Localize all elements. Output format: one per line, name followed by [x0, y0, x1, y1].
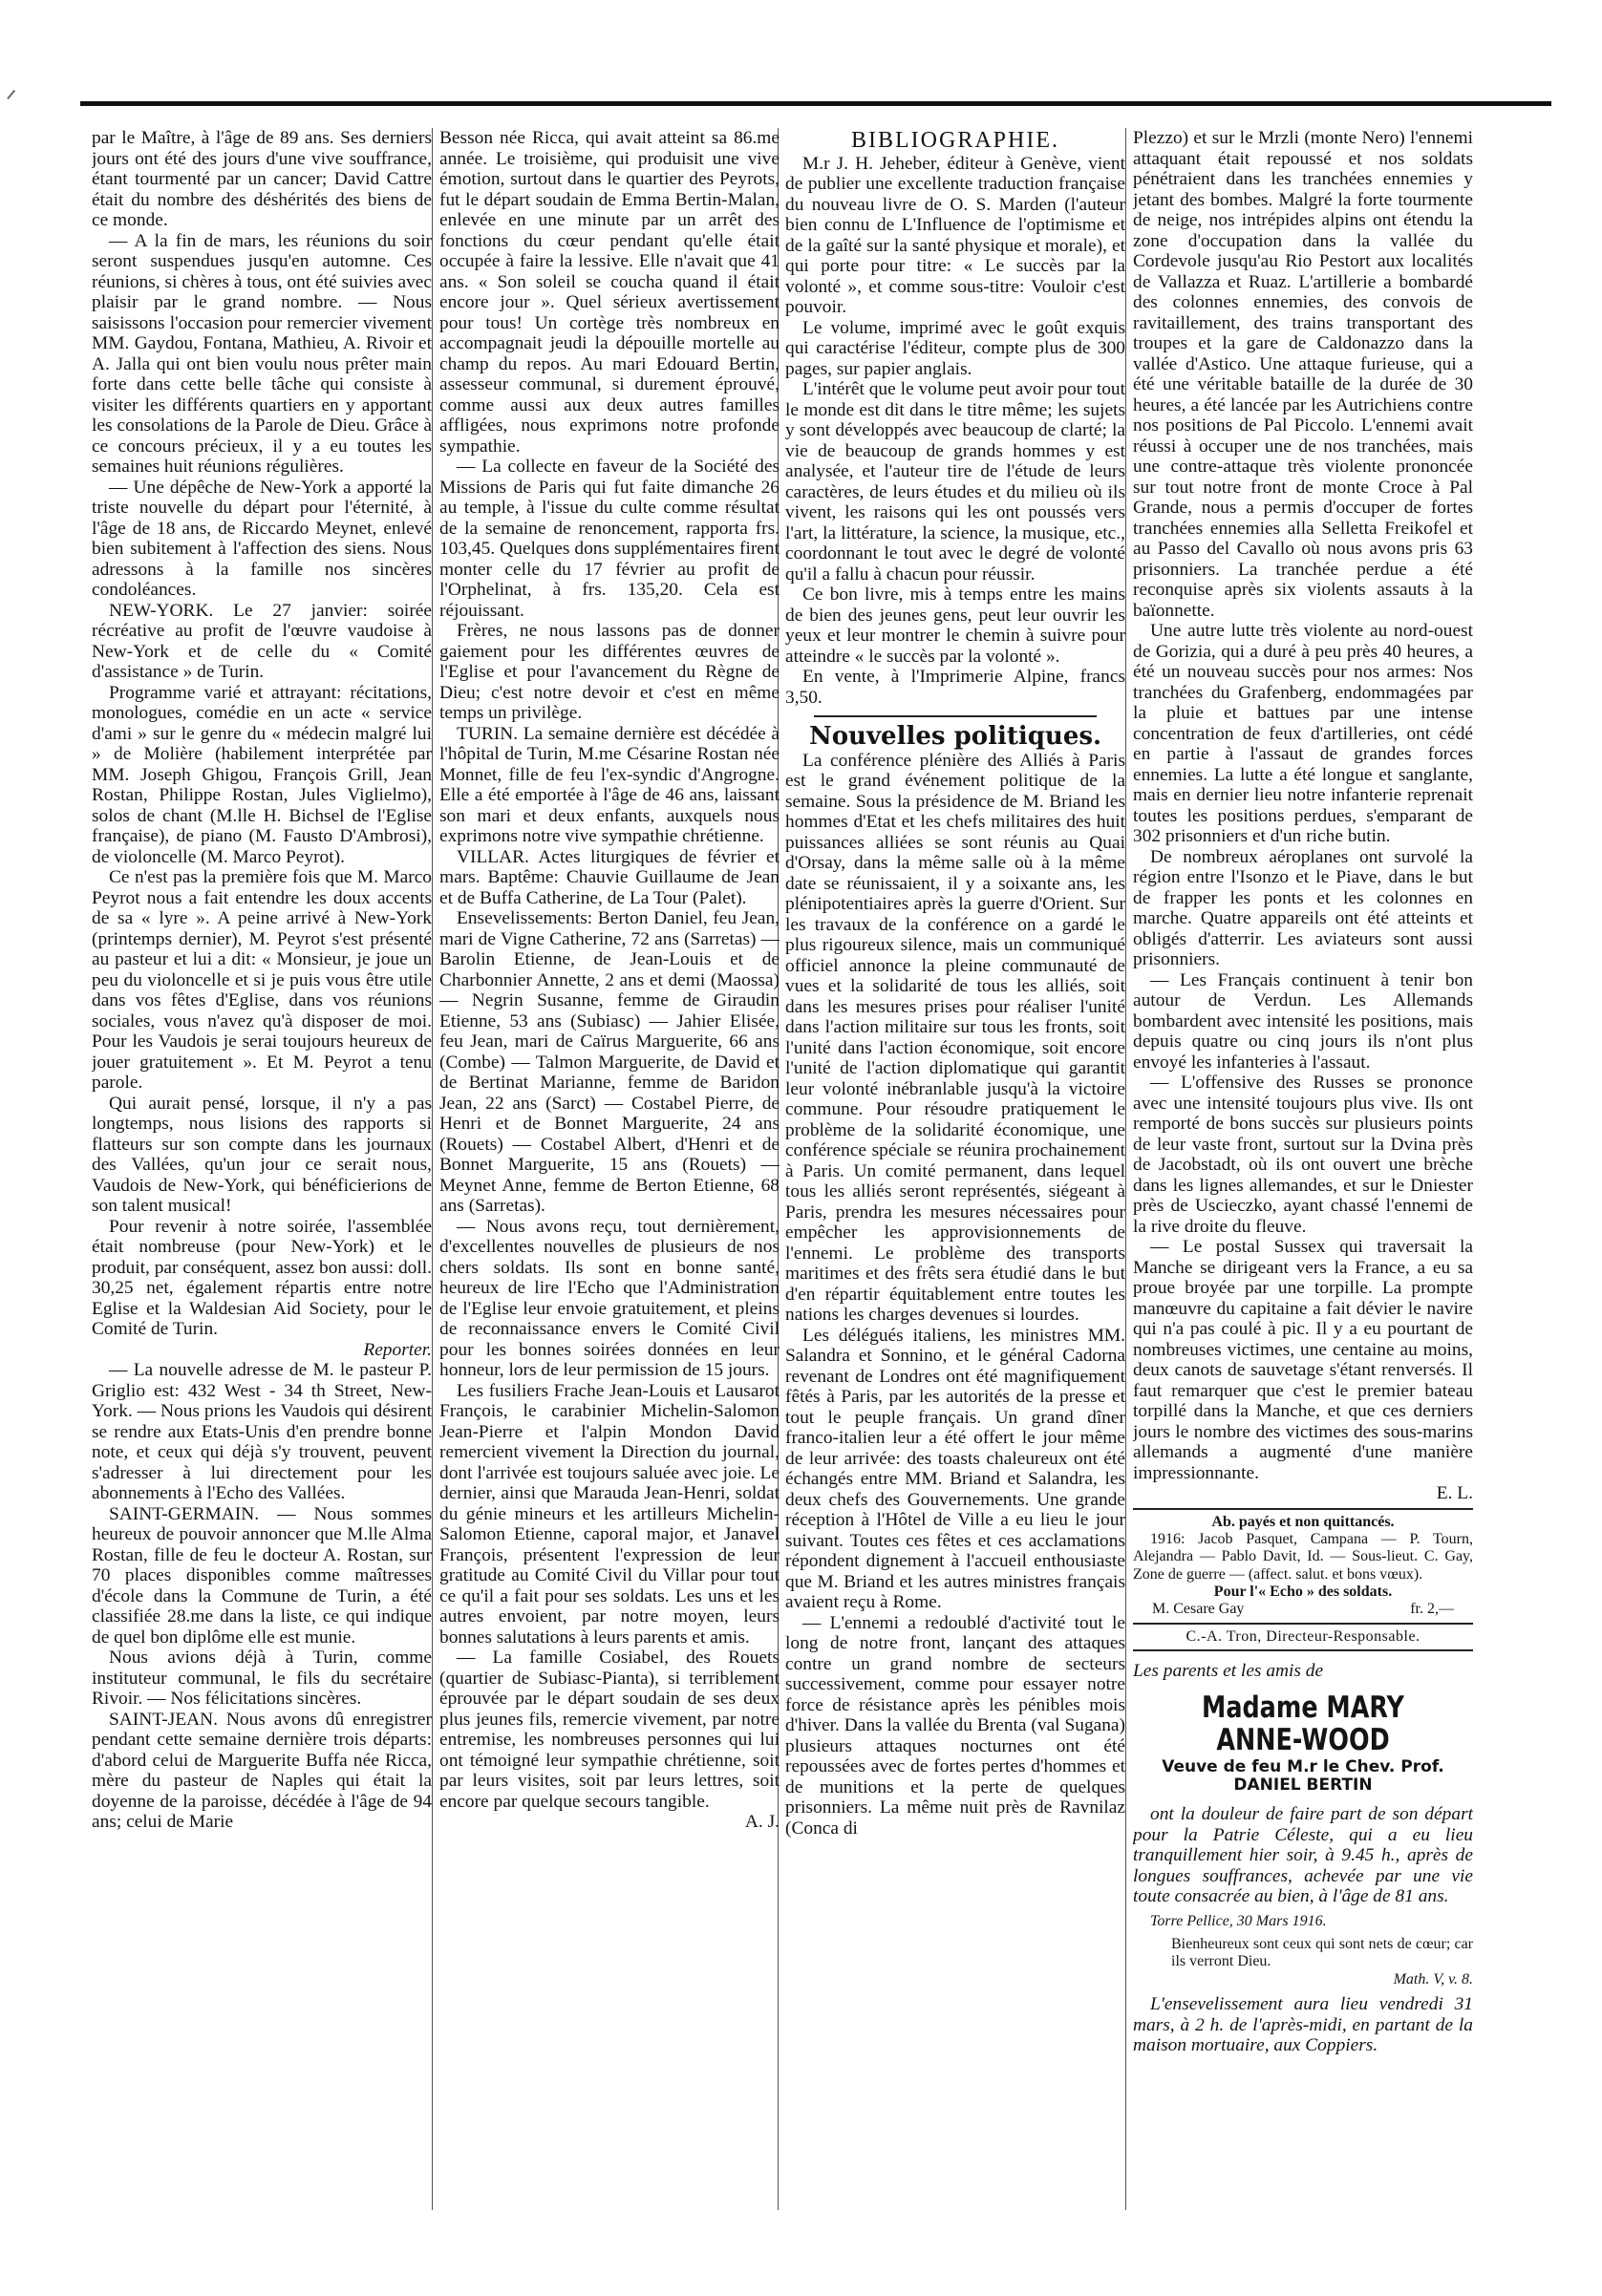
obituary-name: Madame MARY ANNE-WOOD — [1202, 1690, 1404, 1758]
paragraph: — La collecte en faveur de la Société des Missions de Paris qui fut faite dimanche 26 au temple, à l'issue du culte comme résultat de la semaine de renoncement, rapporta frs. 103,45. Quelques dons supplémentaires firent monter celle du 17 février au profit de l'Orphelinat, à frs. 135,20. Cela est réjouissant. — [439, 457, 780, 621]
scan-edge-mark: ᐟ — [6, 86, 17, 116]
paragraph: Les fusiliers Frache Jean-Louis et Lausarot François, le carabinier Michelin-Salomon Jean-Pierre et l'alpin Mondon David remercient vivement la Direction du journal, dont l'arrivée est toujours saluée avec joie. Le dernier, ainsi que Marauda Jean-Henri, soldat du génie mineurs et les artilleurs Michelin-Salomon Etienne, caporal major, et Janavel François, présentent l'expression de leur gratitude au Comité Civil du Villar pour tout ce qu'il a fait pour ses soldats. Les uns et les autres envoient, par notre moyen, leurs bonnes salutations à leurs parents et amis. — [439, 1380, 780, 1648]
paragraph: SAINT-GERMAIN. — Nous sommes heureux de pouvoir annoncer que M.lle Alma Rostan, fille de feu le docteur A. Rostan, sur 70 places disponibles comme maîtresses d'école dans la Commune de Turin, a été classifiée 28.me dans la liste, ce qui indique de quel bon diplôme elle est munie. — [92, 1503, 432, 1648]
paragraph: Nous avions déjà à Turin, comme instituteur communal, le fils du secrétaire Rivoir. — Nos félicitations sincères. — [92, 1648, 432, 1709]
column-4 — [1133, 128, 1473, 2229]
paragraph: — L'offensive des Russes se prononce avec une intensité toujours plus vive. Ils ont remporté de bons succès sur plusieurs points de leur vaste front, surtout sur la Dvina près de Jacobstadt, où ils ont ouvert une brèche dans les lignes allemandes, et sur le Dniester près de Uscieczko, ayant chassé l'ennemi de la rive droite du fleuve. — [1133, 1073, 1473, 1237]
paragraph: Programme varié et attrayant: récitations, monologues, comédie en un acte « service d'ami » sur le genre du « médecin malgré lui » de Molière (habilement interprétée par MM. Joseph Ghigou, François Grill, Jean Rostan, Philippe Rostan, Jules Viglielmo), solos de chant (M.lle H. Bichsel de l'Eglise française), de piano (M. Fausto D'Ambrosi), de violoncelle (M. Marco Peyrot). — [92, 682, 432, 867]
column-2 — [439, 128, 780, 2229]
signature: A. J. — [744, 1812, 780, 1832]
column-divider — [1125, 128, 1126, 2210]
paragraph: Ce n'est pas la première fois que M. Marco Peyrot nous a fait entendre les doux accents de sa « lyre ». A peine arrivé à New-York (printemps dernier), M. Peyrot s'est présenté au pasteur et lui a dit: « Monsieur, je joue un peu du violoncelle et si je puis vous être utile dans vos fêtes d'Eglise, dans vos réunions sociales, vous n'avez qu'à disposer de moi. Pour les Vaudois je serai toujours heureux de jouer gratuitement ». Et M. Peyrot a tenu parole. — [92, 867, 432, 1093]
abonnements-list: 1916: Jacob Pasquet, Campana — P. Tourn, Alejandra — Pablo Davit, Id. — Sous-lieut. C. Gay, Zone de guerre — (affect. salut. et bons vœux). — [1133, 1530, 1473, 1583]
paragraph: — Le postal Sussex qui traversait la Manche se dirigeant vers la France, a eu sa proue broyée par une torpille. La prompte manœuvre du capitaine a fait dévier le navire qui n'a pas coulé à pic. Il y a eu pourtant de nombreuses victimes, une centaine au moins, deux canots de sauvetage s'étant renversés. Il faut remarquer que c'est le premier bateau torpillé dans la Manche, et que ces derniers jours le nombre des victimes des sous-marins allemands a augmenté d'une manière impressionnante. — [1133, 1237, 1473, 1483]
obituary-text: ont la douleur de faire part de son départ pour la Patrie Céleste, qui a eu lieu tranquillement hier soir, à 9.45 h., après de longues souffrances, achevée par une vie toute consacrée au bien, à l'âge de 81 ans. — [1133, 1804, 1473, 1907]
obituary-place-date: Torre Pellice, 30 Mars 1916. — [1150, 1912, 1327, 1929]
echo-soldats-title: Pour l'« Echo » des soldats. — [1213, 1584, 1393, 1601]
obituary-subtitle: Veuve de feu M.r le Chev. Prof. DANIEL BERTIN — [1162, 1757, 1444, 1796]
donor-name: M. Cesare Gay — [1152, 1601, 1245, 1618]
paragraph: — A la fin de mars, les réunions du soir seront suspendues jusqu'en automne. Ces réunions, si chères à tous, ont été suivies avec plaisir par le grand nombre. — Nous saisissons l'occasion pour remercier vivement MM. Gaydou, Fontana, Mathieu, A. Rivoir et A. Jalla qui ont bien voulu nous prêter main forte dans cette belle tâche qui consiste à visiter les différents quartiers en y apportant les consolations de la Parole de Dieu. Grâce à ce concours précieux, il y a eu toutes les semaines huit réunions régulières. — [92, 230, 432, 477]
obituary-verse-ref: Math. V, v. 8. — [1393, 1970, 1473, 1988]
donation-line — [1133, 1601, 1473, 1618]
top-rule — [80, 101, 1551, 106]
section-divider — [1133, 1649, 1473, 1651]
column-3 — [785, 128, 1125, 2229]
column-divider — [432, 128, 433, 2210]
paragraph: De nombreux aéroplanes ont survolé la région entre l'Isonzo et le Piave, dans le but de frapper les ponts et les colonnes en marche. Quatre appareils ont été atteints et obligés d'atterrir. Les aviateurs sont aussi prisonniers. — [1133, 846, 1473, 969]
section-title-bibliographie: BIBLIOGRAPHIE. — [851, 128, 1059, 153]
section-divider — [1133, 1508, 1473, 1510]
paragraph: par le Maître, à l'âge de 89 ans. Ses derniers jours ont été des jours d'une vive souffrance, étant tourmenté par un cancer; David Cattre était du nombre des déshérités des biens de ce monde. — [92, 128, 432, 230]
paragraph: — Nous avons reçu, tout dernièrement, d'excellentes nouvelles de plusieurs de nos chers soldats. Ils sont en bonne santé, heureux de lire l'Echo que l'Administration de l'Eglise leur envoie gratuitement, et pleins de reconnaissance envers le Comité Civil pour les bonnes soirées données en leur honneur, lors de leur permission de 15 jours. — [439, 1216, 780, 1380]
paragraph: Frères, ne nous lassons pas de donner gaiement pour les différentes œuvres de l'Eglise et pour l'avancement du Règne de Dieu; c'est notre devoir et c'est en même temps un privilège. — [439, 621, 780, 723]
paragraph: NEW-YORK. Le 27 janvier: soirée récréative au profit de l'œuvre vaudoise à New-York et de celle du « Comité d'assistance » de Turin. — [92, 600, 432, 682]
director-line: C.-A. Tron, Directeur-Responsable. — [1185, 1627, 1420, 1645]
paragraph: Les délégués italiens, les ministres MM. Salandra et Sonnino, et le général Cadorna revenant de Londres ont été magnifiquement fêtés à Paris, par les autorités de la presse et tout le peuple français. Un grand dîner franco-italien leur a été offert le jour même de leur arrivée: des toasts chaleureux ont été échangés entre MM. Briand et Salandra, les deux chefs des Gouvernements. Une grande réception à l'Hôtel de Ville a eu lieu le jour suivant. Toutes ces fêtes et ces acclamations répondent dignement à l'accueil enthousiaste que M. Briand et les autres ministres français avaient reçu à Rome. — [785, 1325, 1125, 1613]
paragraph: Besson née Ricca, qui avait atteint sa 86.me année. Le troisième, qui produisit une vive émotion, surtout dans le quartier des Peyrots, fut le départ soudain de Emma Bertin-Malan, enlevée en une minute par un arrêt des fonctions du cœur pendant qu'elle était occupée à faire la lessive. Elle n'avait que 41 ans. « Son soleil se coucha quand il était encore jour ». Quel sérieux avertissement pour tous! Un cortège très nombreux en accompagnait jeudi la dépouille mortelle au champ du repos. Au mari Edouard Bertin, assesseur communal, si durement éprouvé, comme aussi aux deux autres familles affligées, nous exprimons notre profonde sympathie. — [439, 128, 780, 457]
obituary-verse: Bienheureux sont ceux qui sont nets de cœur; car ils verront Dieu. — [1171, 1935, 1473, 1970]
section-divider — [1133, 1623, 1473, 1625]
paragraph: Ensevelissements: Berton Daniel, feu Jean, mari de Vigne Catherine, 72 ans (Sarretas) — Barolin Etienne, de Jean-Louis et de Charbonnier Annette, 2 ans et demi (Maossa) — Negrin Susanne, femme de Giraudin Etienne, 53 ans (Subiasc) — Jahier Elisée, feu Jean, mari de Caïrus Marguerite, 66 ans (Combe) — Talmon Marguerite, de David et de Bertinat Marianne, femme de Baridon Jean, 22 ans (Sarct) — Costabel Pierre, de Henri et de Bonnet Marguerite, 24 ans (Rouets) — Costabel Albert, d'Henri et de Bonnet Marguerite, 15 ans (Rouets) — Meynet Anne, femme de Berton Etienne, 68 ans (Sarretas). — [439, 908, 780, 1216]
obituary-funeral: L'ensevelissement aura lieu vendredi 31 mars, à 2 h. de l'après-midi, en partant de la maison mortuaire, aux Coppiers. — [1133, 1994, 1473, 2056]
paragraph: Plezzo) et sur le Mrzli (monte Nero) l'ennemi attaquant était repoussé et nos soldats pénétraient dans les tranchées ennemies y jetant des bombes. Malgré la forte tourmente de neige, nos intrépides alpins ont étendu la zone d'occupation dans la vallée du Cordevole jusqu'au Rio Pestort aux localités de Vallazza et Ruaz. L'artillerie a bombardé des colonnes ennemies, des convois de ravitaillement, des trains transportant des troupes et la gare de Caldonazzo dans la vallée d'Astico. Une attaque furieuse, qui a été une véritable bataille de la durée de 30 heures, a été lancée par les Autrichiens contre nos positions de Pal Piccolo. L'ennemi avait réussi à occuper une de nos tranchées, mais une contre-attaque très violente prononcée sur tout notre front de monte Croce à Pal Grande, nous a permis d'occuper de fortes tranchées ennemies alla Selletta Freikofel et au Passo del Cavallo où nous avons pris 63 prisonniers. La tranchée perdue a été reconquise après six violents assauts à la baïonnette. — [1133, 128, 1473, 621]
obituary-notice — [1133, 1661, 1473, 2055]
paragraph: — L'ennemi a redoublé d'activité tout le long de notre front, lançant des attaques contre un grand nombre de secteurs successivement, comme pour essayer notre force de résistance après les pénibles mois d'hiver. Dans la vallée du Brenta (val Sugana) plusieurs attaques nocturnes ont été repoussées avec de fortes pertes d'hommes et de munitions et la perte de quelques prisonniers. La même nuit près de Ravnilaz (Conca di — [785, 1612, 1125, 1839]
obituary-intro: Les parents et les amis de — [1133, 1661, 1324, 1682]
donation-amount: fr. 2,— — [1410, 1601, 1454, 1618]
paragraph: — La nouvelle adresse de M. le pasteur P. Griglio est: 432 West - 34 th Street, New-York. — Nous prions les Vaudois qui désirent se rendre aux Etats-Unis d'en prendre bonne note, et ceux qui déjà s'y trouvent, peuvent s'adresser à lui directement pour les abonnements à l'Echo des Vallées. — [92, 1360, 432, 1503]
paragraph: L'intérêt que le volume peut avoir pour tout le monde est dit dans le titre même; les sujets y sont développés avec beaucoup de clarté; la vie de beaucoup de grands hommes y est analysée, et l'auteur tire de l'étude de leurs caractères, de leurs études et du milieu où ils vivent, les raisons qui les ont poussés vers l'art, la littérature, la science, la musique, etc., coordonnant le tout avec le degré de volonté qu'il a fallu à chacun pour réussir. — [785, 379, 1125, 585]
paragraph: La conférence plénière des Alliés à Paris est le grand événement politique de la semaine. Sous la présidence de M. Briand les hommes d'Etat et les chefs militaires des huit puissances alliées se sont réunis au Quai d'Orsay, dans la même salle où à la même date se réunissaient, il y a soixante ans, les plénipotentiaires après la guerre d'Orient. Sur les travaux de la conférence on a gardé le plus rigoureux silence, mais un communiqué officiel annonce la pleine communauté de vues et la solidarité de tous les alliés, soit dans les mesures prises pour réaliser l'unité dans l'action militaire sur tous les fronts, soit l'unité dans l'action économique, soit encore l'unité de l'action diplomatique qui garantit leur volonté inébranlable jusqu'à la victoire commune. Pour résoudre pratiquement le problème de la solidarité économique, une conférence spéciale se réunira prochainement à Paris. Un comité permanent, dans lequel tous les alliés seront représentés, siégeant à Paris, prendra les mesures nécessaires pour empêcher les approvisionnements de l'ennemi. Le problème des transports maritimes et des frêts sera étudié dans le but d'en répartir équitablement entre toutes les nations les charges devenues si lourdes. — [785, 750, 1125, 1326]
paragraph: Le volume, imprimé avec le goût exquis qui caractérise l'éditeur, compte plus de 300 pages, sur papier anglais. — [785, 317, 1125, 379]
signature: Reporter. — [363, 1339, 432, 1360]
paragraph: Ce bon livre, mis à temps entre les mains de bien des jeunes gens, peut leur ouvrir les yeux et leur montrer le chemin à suivre pour atteindre « le succès par la volonté ». — [785, 585, 1125, 667]
section-title-nouvelles-politiques: Nouvelles politiques. — [808, 722, 1102, 752]
paragraph: En vente, à l'Imprimerie Alpine, francs 3,50. — [785, 667, 1125, 708]
paragraph: Qui aurait pensé, lorsque, il n'y a pas longtemps, nous lisions des rapports si flatteurs sur son compte dans les journaux des Vallées, qu'un jour ce serait nous, Vaudois de New-York, qui bénéficierions de son talent musical! — [92, 1093, 432, 1216]
paragraph: TURIN. La semaine dernière est décédée à l'hôpital de Turin, M.me Césarine Rostan née Monnet, fille de feu l'ex-syndic d'Angrogne. Elle a été emportée à l'âge de 46 ans, laissant son mari et deux enfants, auxquels nous exprimons notre vive sympathie chrétienne. — [439, 723, 780, 846]
abonnements-title: Ab. payés et non quittancés. — [1211, 1513, 1395, 1530]
paragraph: M.r J. H. Jeheber, éditeur à Genève, vient de publier une excellente traduction française du nouveau livre de O. S. Marden (l'auteur bien connu de L'Influence de l'optimisme et de la gaîté sur la santé physique et morale), et qui porte pour titre: « Le succès par la volonté », et comme sous-titre: Vouloir c'est pouvoir. — [785, 153, 1125, 318]
signature: E. L. — [1436, 1483, 1473, 1503]
paragraph: SAINT-JEAN. Nous avons dû enregistrer pendant cette semaine dernière trois départs: d'abord celui de Marguerite Buffa née Ricca, mère du pasteur de Naples qui était la doyenne de la paroisse, décédée à l'âge de 94 ans; celui de Marie — [92, 1709, 432, 1832]
paragraph: Une autre lutte très violente au nord-ouest de Gorizia, qui a duré à peu près 40 heures, a été un nouveau succès pour nos armes: Nos tranchées du Grafenberg, endommagées par la pluie et battues par une intense concentration de feux d'artilleries, ont cédé en partie à l'assaut de grandes forces ennemies. La lutte a été longue et sanglante, mais en dernier lieu notre infanterie reprenait toutes les positions perdues, s'emparant de 302 prisonniers et d'un riche butin. — [1133, 621, 1473, 846]
paragraph: — Les Français continuent à tenir bon autour de Verdun. Les Allemands bombardent avec intensité les positions, mais depuis quatre ou cinq jours ils n'ont plus envoyé les infanteries à l'assaut. — [1133, 969, 1473, 1073]
paragraph: VILLAR. Actes liturgiques de février et mars. Baptême: Chauvie Guillaume de Jean et de Buffa Catherine, de La Tour (Palet). — [439, 846, 780, 908]
column-1 — [92, 128, 432, 2229]
section-divider — [814, 715, 1097, 717]
paragraph: Pour revenir à notre soirée, l'assemblée était nombreuse (pour New-York) et le produit, par conséquent, assez bon aussi: doll. 30,25 net, également répartis entre notre Eglise et la Waldesian Aid Society, pour le Comité de Turin. — [92, 1216, 432, 1339]
paragraph: — La famille Cosiabel, des Rouets (quartier de Subiasc-Pianta), si terriblement éprouvée par le départ soudain de ses deux plus jeunes fils, remercie vivement, par notre entremise, les nombreuses personnes qui lui ont témoigné leur sympathie chrétienne, soit par leurs visites, soit par leurs lettres, soit encore par quelque secours tangible. — [439, 1648, 780, 1812]
paragraph: — Une dépêche de New-York a apporté la triste nouvelle du départ pour l'éternité, à l'âge de 18 ans, de Riccardo Meynet, enlevé bien subitement à l'affection des siens. Nous adressons à la famille nos sincères condoléances. — [92, 477, 432, 600]
